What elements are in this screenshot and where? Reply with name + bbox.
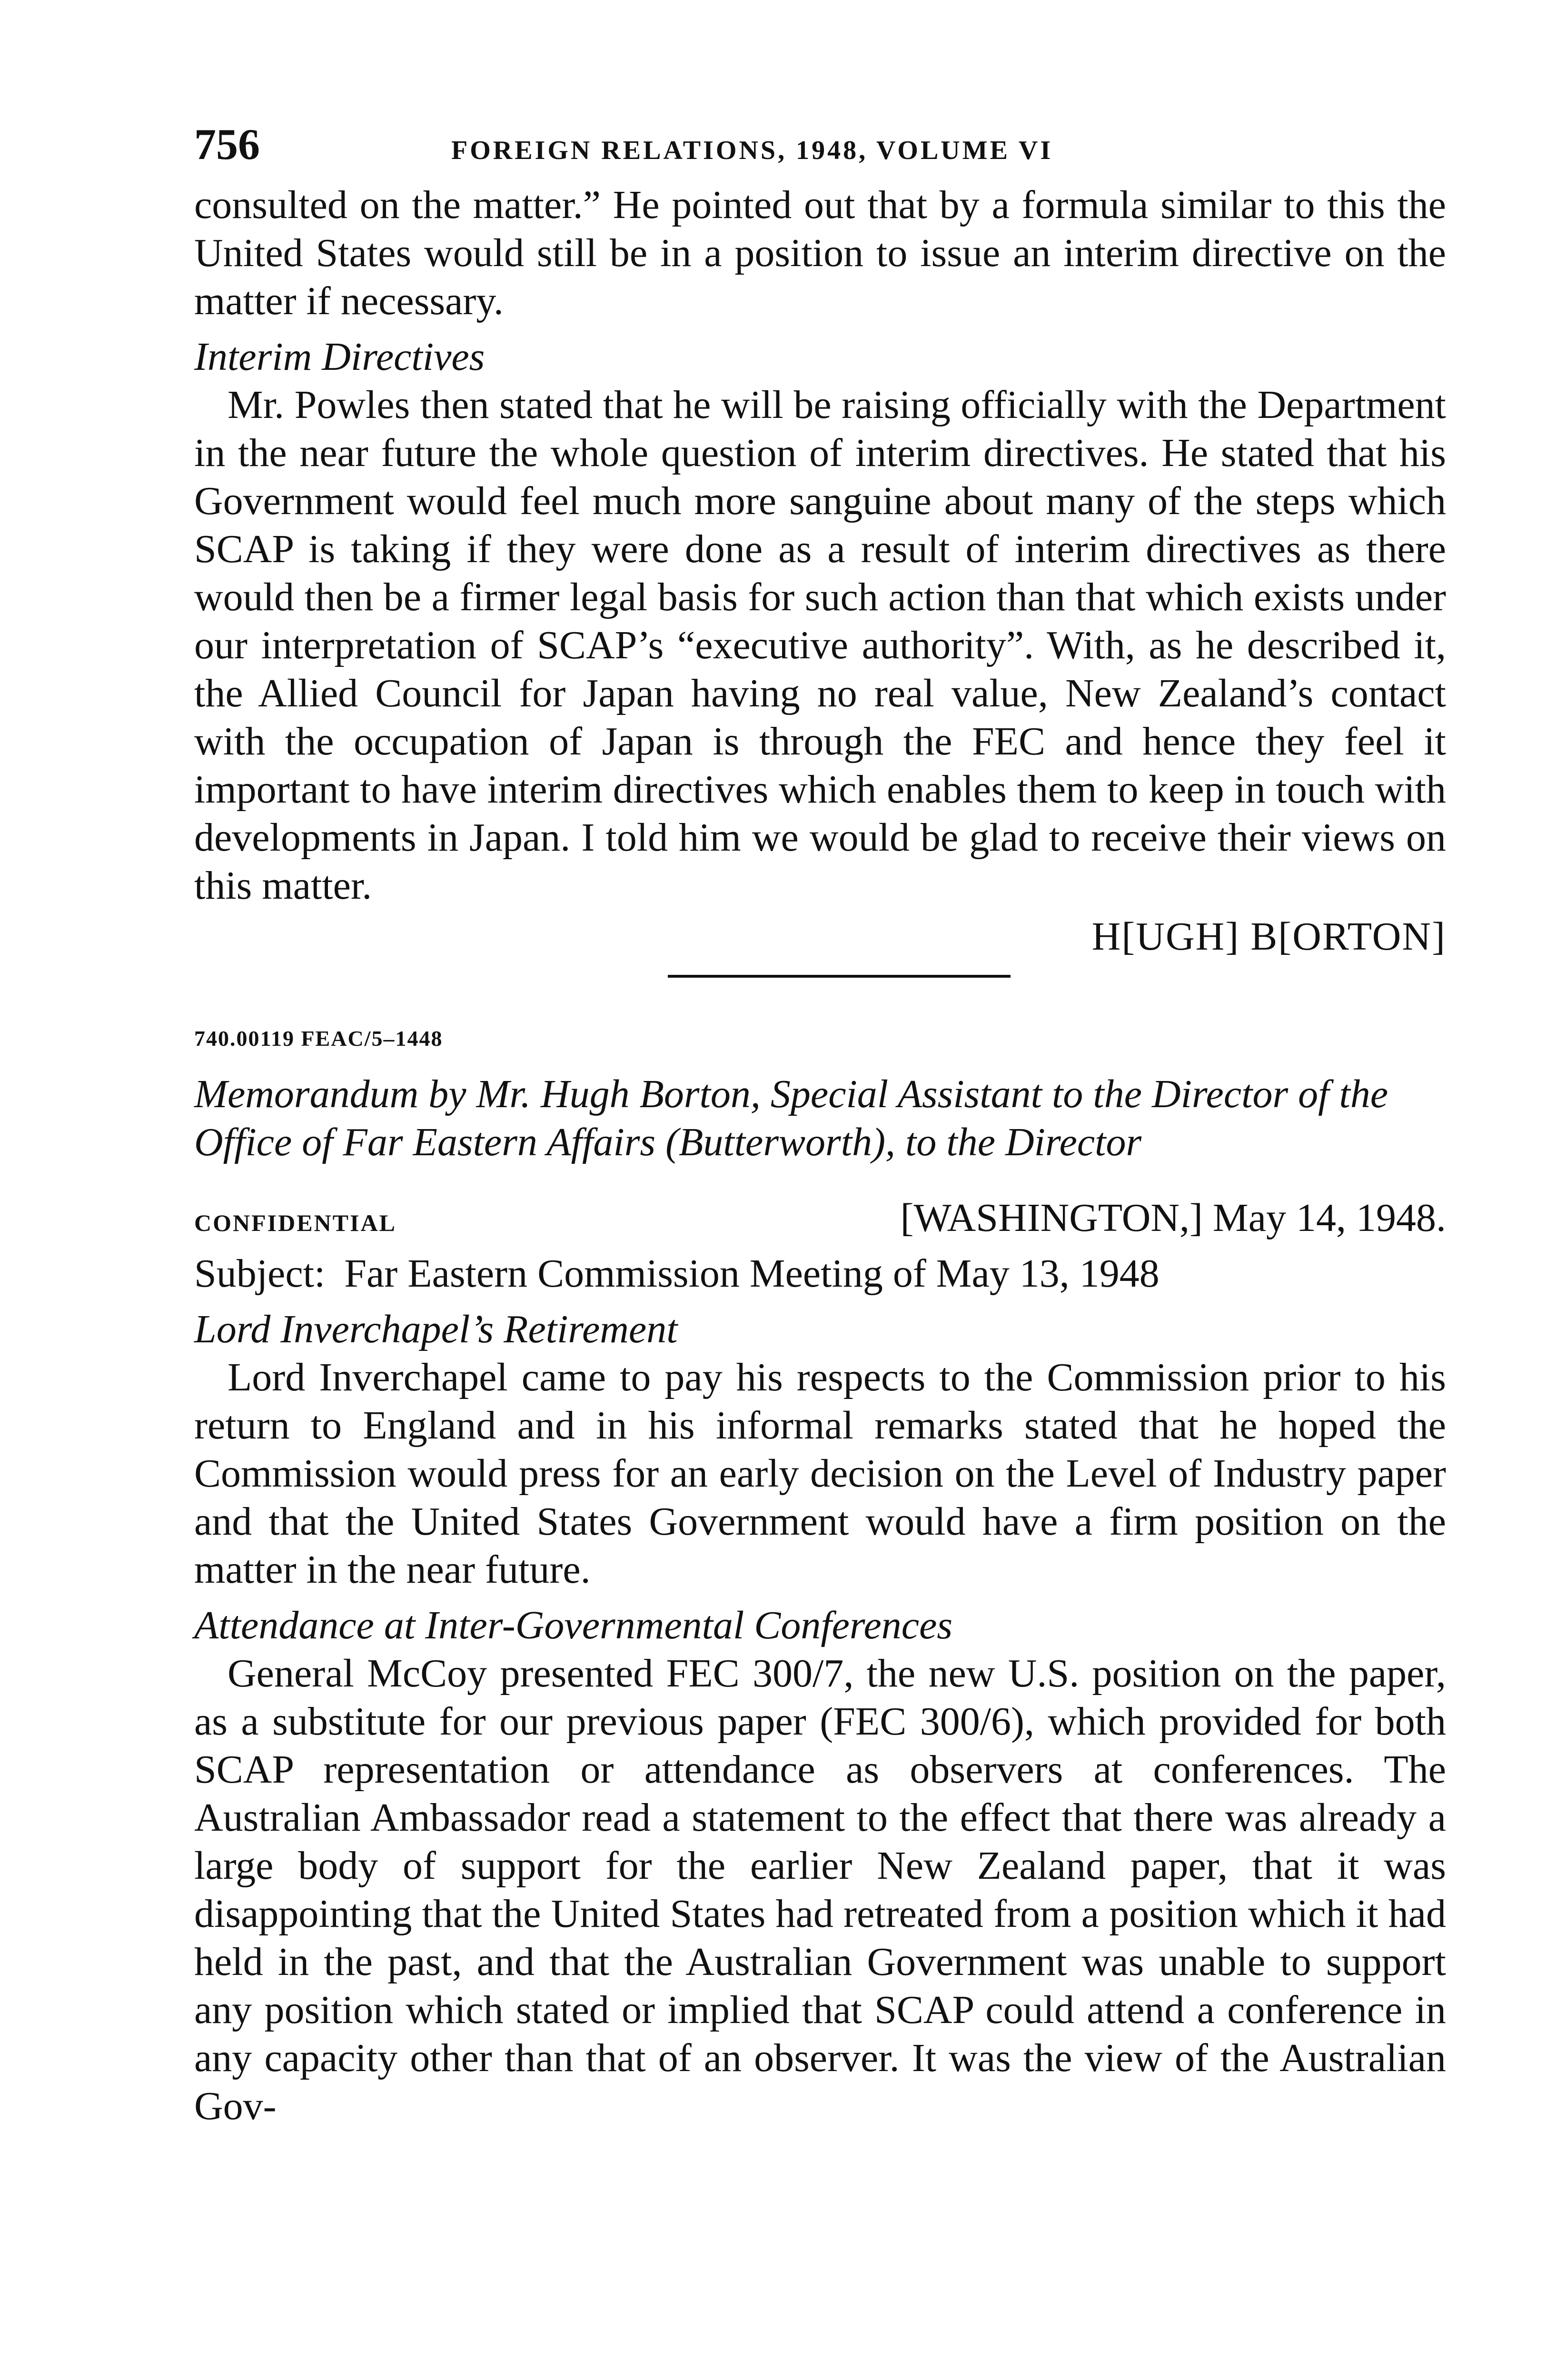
signature: H[UGH] B[ORTON]	[1091, 914, 1446, 959]
document-date: [WASHINGTON,] May 14, 1948.	[900, 1196, 1446, 1240]
retirement-paragraph: Lord Inverchapel came to pay his respects to the Commission prior to his return to England and in his informal remarks stated that he hoped the Commission would press for an early decision on the Level of Industry paper and that the United States Government would have a firm position on the matter in the near future.	[194, 1355, 1446, 1592]
section-divider	[668, 975, 1011, 978]
subject-text: Far Eastern Commission Meeting of May 13, 1948	[344, 1251, 1160, 1296]
dateline	[194, 1195, 1446, 1243]
document-page	[194, 119, 1446, 2130]
interim-directives-paragraph: Mr. Powles then stated that he will be raising officially with the Department in the near future the whole question of interim directives. He stated that his Government would feel much more sanguine about many of the steps which SCAP is taking if they were done as a result of interim directives as there would then be a firmer legal basis for such action than that which exists under our interpretation of SCAP’s “executive authority”. With, as he described it, the Allied Council for Japan having no real value, New Zealand’s contact with the occupation of Japan is through the FEC and hence they feel it important to have interim directives which enables them to keep in touch with developments in Japan. I told him we would be glad to receive their views on this matter.	[194, 383, 1446, 908]
classification-label: CONFIDENTIAL	[194, 1210, 396, 1236]
section-heading-retirement: Lord Inverchapel’s Retirement	[194, 1307, 678, 1351]
continuation-paragraph: consulted on the matter.” He pointed out that by a formula similar to this the United States would still be in a position to issue an interim directive on the matter if necessary.	[194, 183, 1446, 323]
section-heading-conferences: Attendance at Inter-Governmental Conferences	[194, 1603, 953, 1647]
section-heading-interim-directives: Interim Directives	[194, 335, 485, 379]
file-number: 740.00119 FEAC/5–1448	[194, 1026, 443, 1051]
document-title: Memorandum by Mr. Hugh Borton, Special Assistant to the Director of the Office of Far Eastern Affairs (Butterworth), to the Director	[194, 1072, 1388, 1164]
page-header	[194, 119, 1446, 181]
conferences-paragraph: General McCoy presented FEC 300/7, the new U.S. position on the paper, as a substitute for our previous paper (FEC 300/6), which provided for both SCAP representation or attendance as observers at conferences. The Australian Ambassador read a statement to the effect that there was already a large body of support for the earlier New Zealand paper, that it was disappointing that the United States had retreated from a position which it had held in the past, and that the Australian Government was unable to support any position which stated or implied that SCAP could attend a conference in any capacity other than that of an observer. It was the view of the Australian Gov-	[194, 1651, 1446, 2128]
running-title: FOREIGN RELATIONS, 1948, VOLUME VI	[451, 136, 1053, 165]
subject-line	[194, 1250, 1446, 1298]
page-number: 756	[194, 120, 260, 169]
subject-label: Subject:	[194, 1251, 326, 1296]
